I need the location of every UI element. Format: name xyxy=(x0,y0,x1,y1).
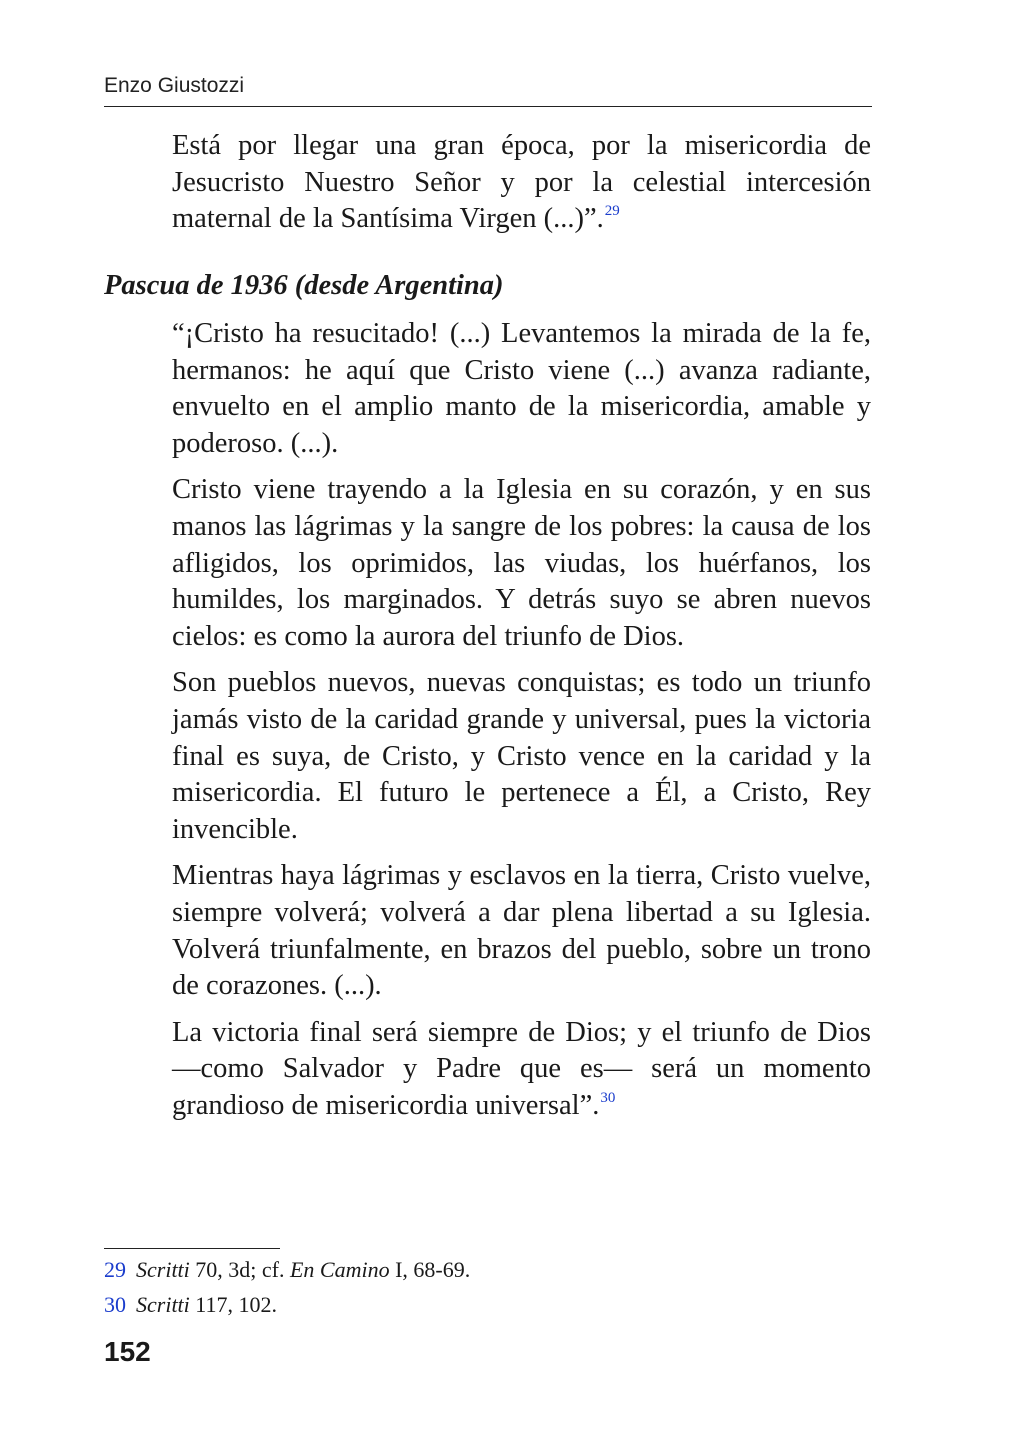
footnote-ref-29[interactable]: 29 xyxy=(604,203,620,220)
running-head: Enzo Giustozzi xyxy=(104,74,245,97)
header-rule xyxy=(104,106,872,107)
footnote-number: 30 xyxy=(104,1292,126,1317)
paragraph-4: Mientras haya lágrimas y esclavos en la tierra, Cristo vuelve, siempre volverá; volverá a dar plena libertad a su Iglesia. Volverá triunfalmente, en brazos del pueblo, sobre un trono de corazones. (...). xyxy=(172,860,871,1002)
top-quote xyxy=(172,128,871,238)
top-quote-paragraph xyxy=(172,128,871,238)
footnote-title: En Camino xyxy=(289,1257,390,1282)
footnote-text: 117, 102. xyxy=(189,1292,277,1317)
section-quote xyxy=(172,316,871,1124)
top-quote-text: Está por llegar una gran época, por la misericordia de Jesucristo Nuestro Señor y por la celestial intercesión maternal de la Santísima Virgen (...)”. xyxy=(172,130,871,235)
footnote-number: 29 xyxy=(104,1257,126,1282)
paragraph-2: Cristo viene trayendo a la Iglesia en su corazón, y en sus manos las lágrimas y la sangre de los pobres: la causa de los afligidos, los oprimidos, las viudas, los huérfanos, los humildes, los marginados. Y detrás suyo se abren nuevos cielos: es como la aurora del triunfo de Dios. xyxy=(172,474,871,652)
paragraph-3: Son pueblos nuevos, nuevas conquistas; es todo un triunfo jamás visto de la caridad grande y universal, pues la victoria final es suya, de Cristo, y Cristo vence en la caridad y la misericordia. El futuro le pertenece a Él, a Cristo, Rey invencible. xyxy=(172,667,871,845)
footnote-rule xyxy=(104,1248,280,1249)
section-heading: Pascua de 1936 (desde Argentina) xyxy=(104,270,504,301)
paragraph-5 xyxy=(172,1015,871,1125)
footnote-29 xyxy=(104,1256,470,1284)
footnote-text: I, 68-69. xyxy=(389,1257,471,1282)
paragraph-5-text: La victoria final será siempre de Dios; y el triunfo de Dios —como Salvador y Padre que es— será un momento grandioso de misericordia universal”. xyxy=(172,1016,871,1121)
paragraph-1: “¡Cristo ha resucitado! (...) Levantemos la mirada de la fe, hermanos: he aquí que Cristo viene (...) avanza radiante, envuelto en el amplio manto de la misericordia, amable y poderoso. (...). xyxy=(172,318,871,459)
footnote-text: 70, 3d; cf. xyxy=(189,1257,290,1282)
footnote-ref-30[interactable]: 30 xyxy=(600,1089,616,1106)
footnote-30 xyxy=(104,1291,277,1319)
footnote-title: Scritti xyxy=(136,1257,190,1282)
footnote-title: Scritti xyxy=(136,1292,190,1317)
page-number: 152 xyxy=(104,1336,151,1367)
